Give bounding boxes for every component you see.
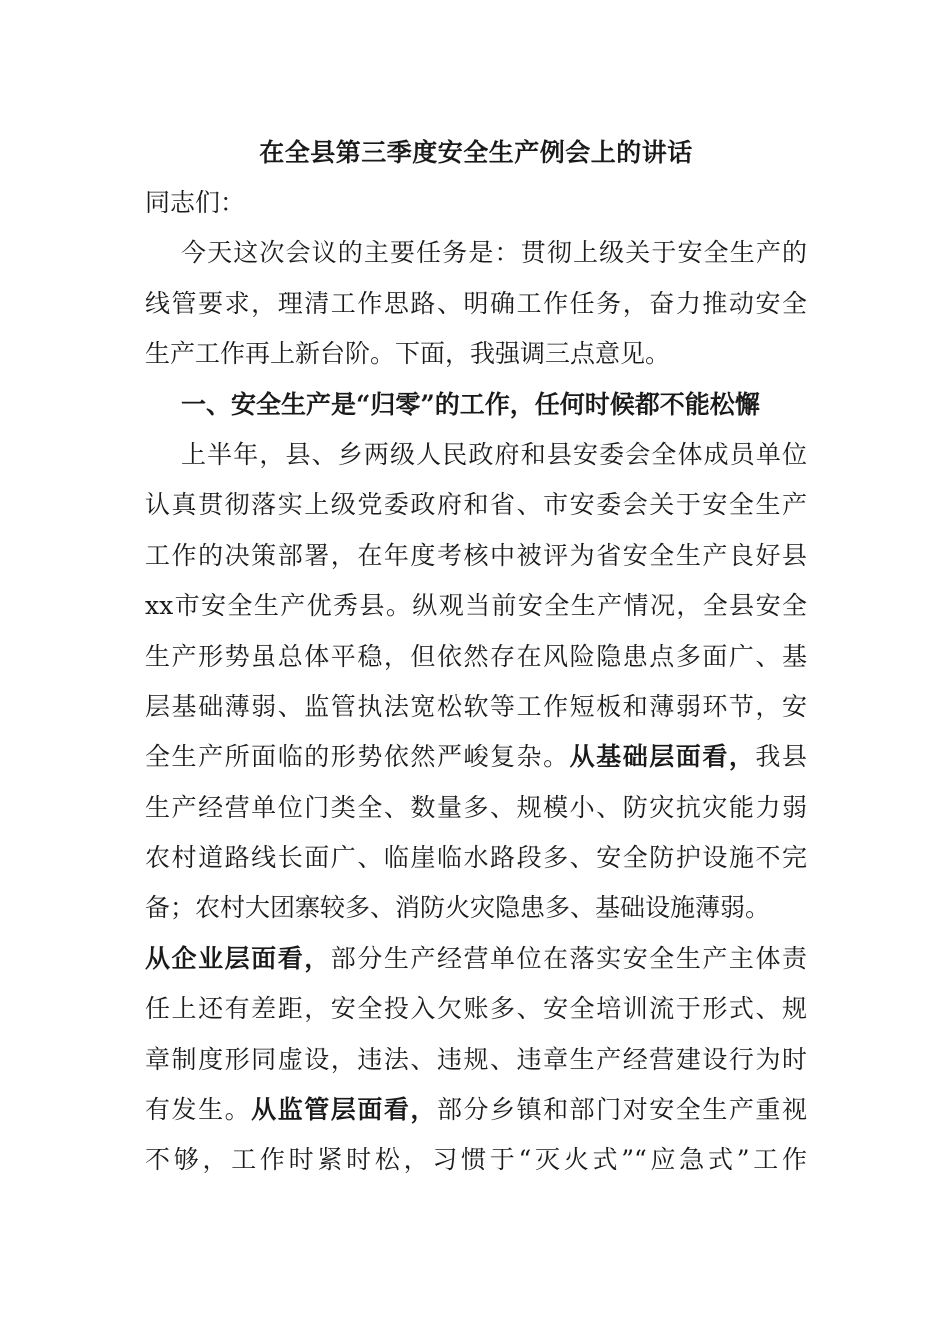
paragraph-line xyxy=(145,934,807,984)
paragraph-line: 生产经营单位门类全、数量多、规模小、防灾抗灾能力弱 xyxy=(145,792,807,822)
line-text: 我县 xyxy=(755,742,807,772)
line-text: 部分生产经营单位在落实安全生产主体责 xyxy=(330,943,807,973)
paragraph-line: xx市安全生产优秀县。纵观当前安全生产情况，全县安全 xyxy=(145,591,807,621)
line-text: 部分乡镇和部门对安全生产重视 xyxy=(436,1095,807,1125)
section-heading: 一、安全生产是“归零”的工作，任何时候都不能松懈 xyxy=(181,389,760,419)
paragraph-line: 不够，工作时紧时松，习惯于“灭火式”“应急式”工作 xyxy=(145,1145,807,1175)
paragraph-line: 农村道路线长面广、临崖临水路段多、安全防护设施不完 xyxy=(145,843,807,873)
paragraph-line: 生产工作再上新台阶。下面，我强调三点意见。 xyxy=(145,339,671,369)
paragraph-line xyxy=(145,732,807,782)
paragraph-line xyxy=(145,1085,807,1135)
line-text: 有发生。 xyxy=(145,1095,252,1125)
paragraph-line: 今天这次会议的主要任务是：贯彻上级关于安全生产的 xyxy=(181,238,807,268)
document-page xyxy=(145,128,807,1186)
paragraph-line: 线管要求，理清工作思路、明确工作任务，奋力推动安全 xyxy=(145,288,807,318)
bold-lead-in: 从监管层面看， xyxy=(251,1095,437,1125)
paragraph-line: 备；农村大团寨较多、消防火灾隐患多、基础设施薄弱。 xyxy=(145,893,771,923)
paragraph-line: 章制度形同虚设，违法、违规、违章生产经营建设行为时 xyxy=(145,1044,807,1074)
paragraph-line: 生产形势虽总体平稳，但依然存在风险隐患点多面广、基 xyxy=(145,641,807,671)
paragraph-line: 层基础薄弱、监管执法宽松软等工作短板和薄弱环节，安 xyxy=(145,691,807,721)
bold-lead-in: 从企业层面看， xyxy=(145,943,331,973)
document-title: 在全县第三季度安全生产例会上的讲话 xyxy=(259,138,693,167)
salutation: 同志们： xyxy=(145,188,246,217)
paragraph-line: 工作的决策部署，在年度考核中被评为省安全生产良好县 xyxy=(145,540,807,570)
paragraph-line: 任上还有差距，安全投入欠账多、安全培训流于形式、规 xyxy=(145,994,807,1024)
paragraph-line: 认真贯彻落实上级党委政府和省、市安委会关于安全生产 xyxy=(145,490,807,520)
bold-lead-in: 从基础层面看， xyxy=(569,742,756,772)
paragraph-line: 上半年，县、乡两级人民政府和县安委会全体成员单位 xyxy=(181,439,807,469)
line-text: 全生产所面临的形势依然严峻复杂。 xyxy=(145,742,570,772)
